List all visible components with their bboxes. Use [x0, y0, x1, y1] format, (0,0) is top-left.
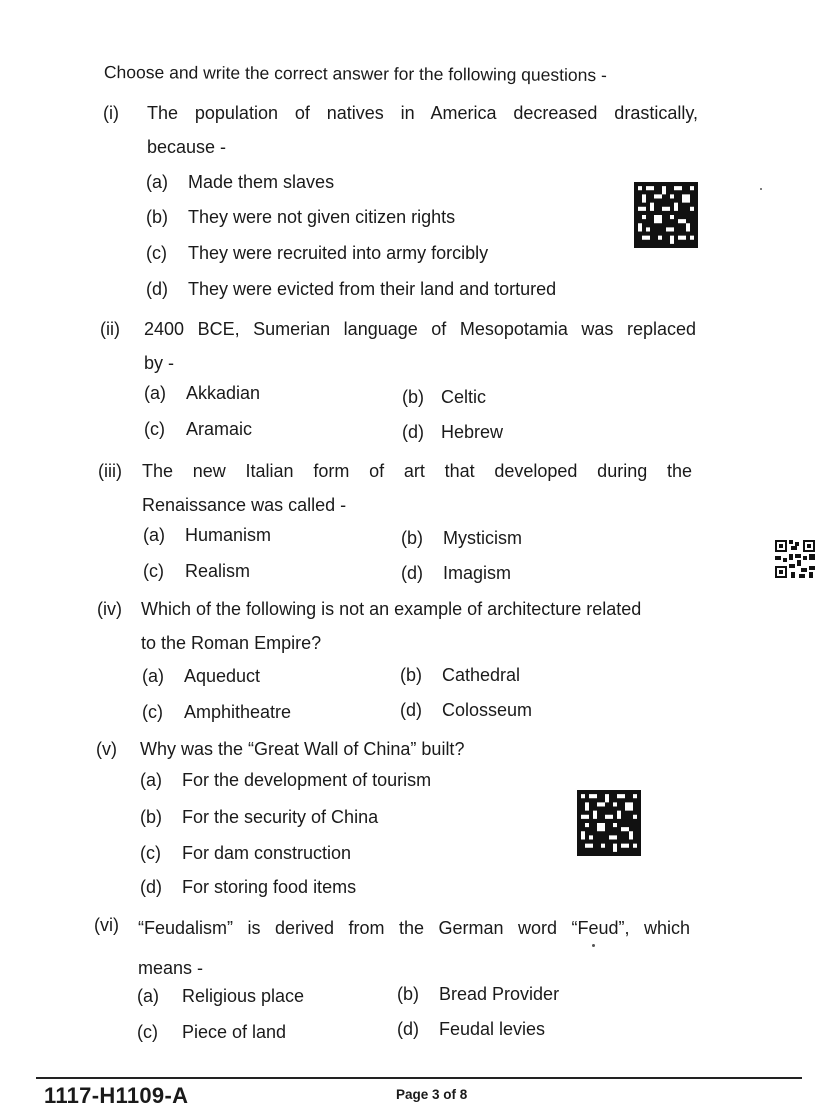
option-label: (c) — [143, 561, 164, 581]
option-text: Celtic — [441, 387, 487, 407]
question-text — [144, 312, 696, 380]
option-label: (b) — [397, 984, 419, 1004]
question-text: Why was the “Great Wall of China” built? — [140, 739, 465, 759]
option-a — [146, 172, 334, 193]
option-b — [402, 387, 486, 408]
option-text: Religious place — [182, 986, 305, 1006]
question-text — [147, 96, 698, 164]
option-text: Feudal levies — [439, 1019, 546, 1039]
option-text: Made them slaves — [188, 172, 335, 192]
option-text: Piece of land — [182, 1022, 287, 1042]
qr-code — [775, 540, 815, 578]
option-text: Realism — [185, 561, 251, 581]
question-text-line-2: Renaissance was called - — [142, 495, 347, 515]
option-a — [137, 986, 304, 1007]
option-label: (c) — [146, 243, 167, 263]
option-label: (c) — [142, 702, 163, 722]
scan-speck — [760, 188, 762, 190]
option-d — [400, 700, 532, 721]
option-text: Aqueduct — [184, 666, 261, 686]
option-label: (b) — [402, 387, 424, 407]
option-d — [146, 279, 556, 300]
option-label: (c) — [144, 419, 165, 439]
option-c — [137, 1022, 286, 1043]
option-text: Colosseum — [442, 700, 533, 720]
option-text: Aramaic — [186, 419, 253, 439]
question-text-line-2: means - — [138, 958, 204, 978]
question-text — [141, 592, 691, 660]
option-text: They were evicted from their land and tortured — [188, 279, 557, 299]
option-label: (d) — [140, 877, 162, 897]
option-c — [142, 702, 291, 723]
option-d — [397, 1019, 545, 1040]
option-text: Amphitheatre — [184, 702, 292, 722]
option-a — [140, 770, 431, 791]
option-b — [401, 528, 522, 549]
question-text-line-2: to the Roman Empire? — [141, 633, 322, 653]
option-label: (b) — [140, 807, 162, 827]
option-b — [146, 207, 455, 228]
question-number: (v) — [96, 739, 117, 759]
option-a — [142, 666, 260, 687]
question-number: (iii) — [98, 461, 122, 481]
option-label: (a) — [137, 986, 159, 1006]
option-label: (c) — [140, 843, 161, 863]
option-b — [400, 665, 520, 686]
option-b — [397, 984, 559, 1005]
option-label: (a) — [146, 172, 168, 192]
question-text-line-1: 2400 BCE, Sumerian language of Mesopotamia was replaced — [144, 319, 696, 339]
question-text — [142, 454, 692, 522]
option-a — [144, 383, 260, 404]
question-number: (vi) — [94, 915, 119, 935]
question-number: (ii) — [100, 319, 120, 339]
option-text: Humanism — [185, 525, 272, 545]
question-text-line-1: Which of the following is not an example of architecture related — [141, 599, 642, 619]
option-label: (c) — [137, 1022, 158, 1042]
option-text: For dam construction — [182, 843, 352, 863]
question-text-line-2: by - — [144, 353, 175, 373]
option-d — [140, 877, 356, 898]
instruction-text: Choose and write the correct answer for the following questions - — [103, 62, 607, 86]
option-a — [143, 525, 271, 546]
option-label: (a) — [140, 770, 162, 790]
data-matrix-code — [634, 182, 698, 248]
option-b — [140, 807, 378, 828]
option-text: Cathedral — [442, 665, 521, 685]
question-text-line-1: The population of natives in America decreased drastically, — [147, 103, 698, 123]
question-text — [138, 908, 690, 988]
option-label: (d) — [146, 279, 168, 299]
option-text: Akkadian — [186, 383, 261, 403]
option-text: Bread Provider — [439, 984, 560, 1004]
question-text-line-1: The new Italian form of art that developed during the — [142, 461, 692, 481]
option-text: For the development of tourism — [182, 770, 432, 790]
option-text: They were not given citizen rights — [188, 207, 456, 227]
option-text: For the security of China — [182, 807, 379, 827]
option-label: (d) — [402, 422, 424, 442]
option-c — [143, 561, 250, 582]
option-c — [144, 419, 252, 440]
question-text-line-1: “Feudalism” is derived from the German word “Feud”, which — [138, 918, 690, 938]
option-text: Hebrew — [441, 422, 504, 442]
scan-speck — [592, 944, 595, 947]
option-d — [401, 563, 511, 584]
option-d — [402, 422, 503, 443]
question-number: (iv) — [97, 599, 122, 619]
option-label: (d) — [401, 563, 423, 583]
option-c — [140, 843, 351, 864]
option-c — [146, 243, 488, 264]
data-matrix-code — [577, 790, 641, 856]
option-label: (b) — [400, 665, 422, 685]
option-text: They were recruited into army forcibly — [188, 243, 489, 263]
option-label: (d) — [400, 700, 422, 720]
option-text: Mysticism — [443, 528, 522, 548]
option-label: (a) — [143, 525, 165, 545]
option-label: (b) — [146, 207, 168, 227]
question-number: (i) — [103, 103, 119, 123]
option-label: (a) — [142, 666, 164, 686]
option-text: Imagism — [443, 563, 512, 583]
option-label: (b) — [401, 528, 423, 548]
question-text-line-2: because - — [147, 137, 227, 157]
option-label: (a) — [144, 383, 166, 403]
option-text: For storing food items — [182, 877, 357, 897]
footer-rule — [36, 1077, 802, 1079]
page-number: Page 3 of 8 — [396, 1087, 468, 1102]
paper-code: 1117-H1109-A — [44, 1083, 189, 1108]
option-label: (d) — [397, 1019, 419, 1039]
